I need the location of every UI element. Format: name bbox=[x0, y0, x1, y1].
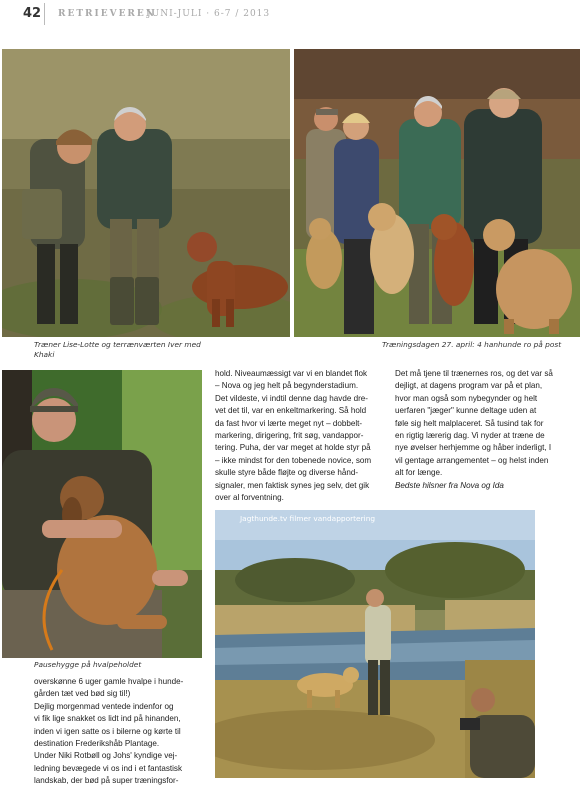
article-line: inden vi igen satte os i bilerne og kørte til bbox=[34, 726, 181, 736]
article-line: vi fik lige snakket os lidt ind på hinanden, bbox=[34, 714, 181, 724]
article-line: gården tæt ved bød sig til!) bbox=[34, 689, 131, 699]
issue-label: JUNI-JULI · 6-7 / 2013 bbox=[147, 9, 271, 19]
article-line: uerfaren "jæger" kunne deltage uden at bbox=[395, 406, 537, 416]
photo-caption-puppy: Pausehygge på hvalpeholdet bbox=[34, 660, 142, 669]
photo-puppy-break bbox=[2, 370, 202, 658]
page-number: 42 bbox=[23, 6, 42, 21]
article-line: Det må tjene til trænernes ros, og det var så bbox=[395, 369, 553, 378]
header-divider bbox=[44, 3, 45, 25]
photo-training-day-group bbox=[294, 49, 580, 337]
article-line: overskønne 6 uger gamle hvalpe i hunde- bbox=[34, 677, 184, 686]
article-column-left bbox=[34, 676, 206, 788]
photo-water-retrieving bbox=[215, 510, 535, 778]
article-line: alt for længe. bbox=[395, 468, 443, 478]
article-line: ledning bevægede vi os ind i et fantastisk bbox=[34, 763, 183, 773]
article-line: landskab, der bød på super træningsfor- bbox=[34, 776, 179, 786]
article-line: hold. Niveaumæssigt var vi en blandet flok bbox=[215, 369, 368, 378]
article-line: hvor man også som nybegynder og helt bbox=[395, 393, 538, 403]
article-line: – Nova og jeg helt på begynderstadium. bbox=[215, 381, 359, 391]
article-line: skulle styre både fløjte og diverse hånd- bbox=[215, 468, 359, 478]
article-line: da fast hvor vi lærte meget nyt – dobbelt- bbox=[215, 418, 363, 428]
article-line: vet det til, var en enkeltmarkering. Så hold bbox=[215, 406, 367, 416]
article-column-middle bbox=[215, 368, 385, 504]
article-line: – ikke mindst for den tobenede novice, som bbox=[215, 455, 372, 465]
article-line: dejligt, at dagens program var på et plan, bbox=[395, 381, 543, 391]
photo-caption-training-day: Træningsdagen 27. april: 4 hanhunde ro på post bbox=[382, 340, 562, 349]
article-line: tering. Puha, der var meget at holde styr på bbox=[215, 443, 371, 453]
article-column-right bbox=[395, 368, 575, 492]
article-line: Det vildeste, vi indtil denne dag havde dre- bbox=[215, 393, 368, 403]
article-line: nye øvelser herhjemme og håber inderligt, I bbox=[395, 443, 552, 453]
article-line: Under Niki Rotbøll og Johs' kyndige vej- bbox=[34, 751, 178, 761]
article-line: føle sig helt malplaceret. Så tusind tak for bbox=[395, 418, 544, 428]
page-header bbox=[0, 0, 582, 40]
article-line: markering, dirigering, frit søg, vandappor- bbox=[215, 431, 364, 441]
article-line: signaler, men faktisk synes jeg selv, det gik bbox=[215, 480, 370, 490]
magazine-title: RETRIEVEREN bbox=[58, 9, 156, 19]
article-line: over al forventning. bbox=[215, 493, 284, 503]
article-line: vil gentage arrangementet – og helst inden bbox=[395, 455, 549, 465]
article-line: Dejlig morgenmad ventede indenfor og bbox=[34, 701, 174, 711]
photo-overlay-caption: Jagthunde.tv filmer vandapportering bbox=[240, 514, 376, 523]
photo-trainer-with-dog bbox=[2, 49, 290, 337]
article-signature: Bedste hilsner fra Nova og Ida bbox=[395, 480, 504, 490]
article-line: en rigtig lærerig dag. Vi nyder at træne de bbox=[395, 431, 545, 441]
photo-caption-trainer: Træner Lise-Lotte og terrænværten Iver med Khaki bbox=[34, 340, 201, 359]
article-line: destination Frederikshåb Plantage. bbox=[34, 739, 160, 749]
